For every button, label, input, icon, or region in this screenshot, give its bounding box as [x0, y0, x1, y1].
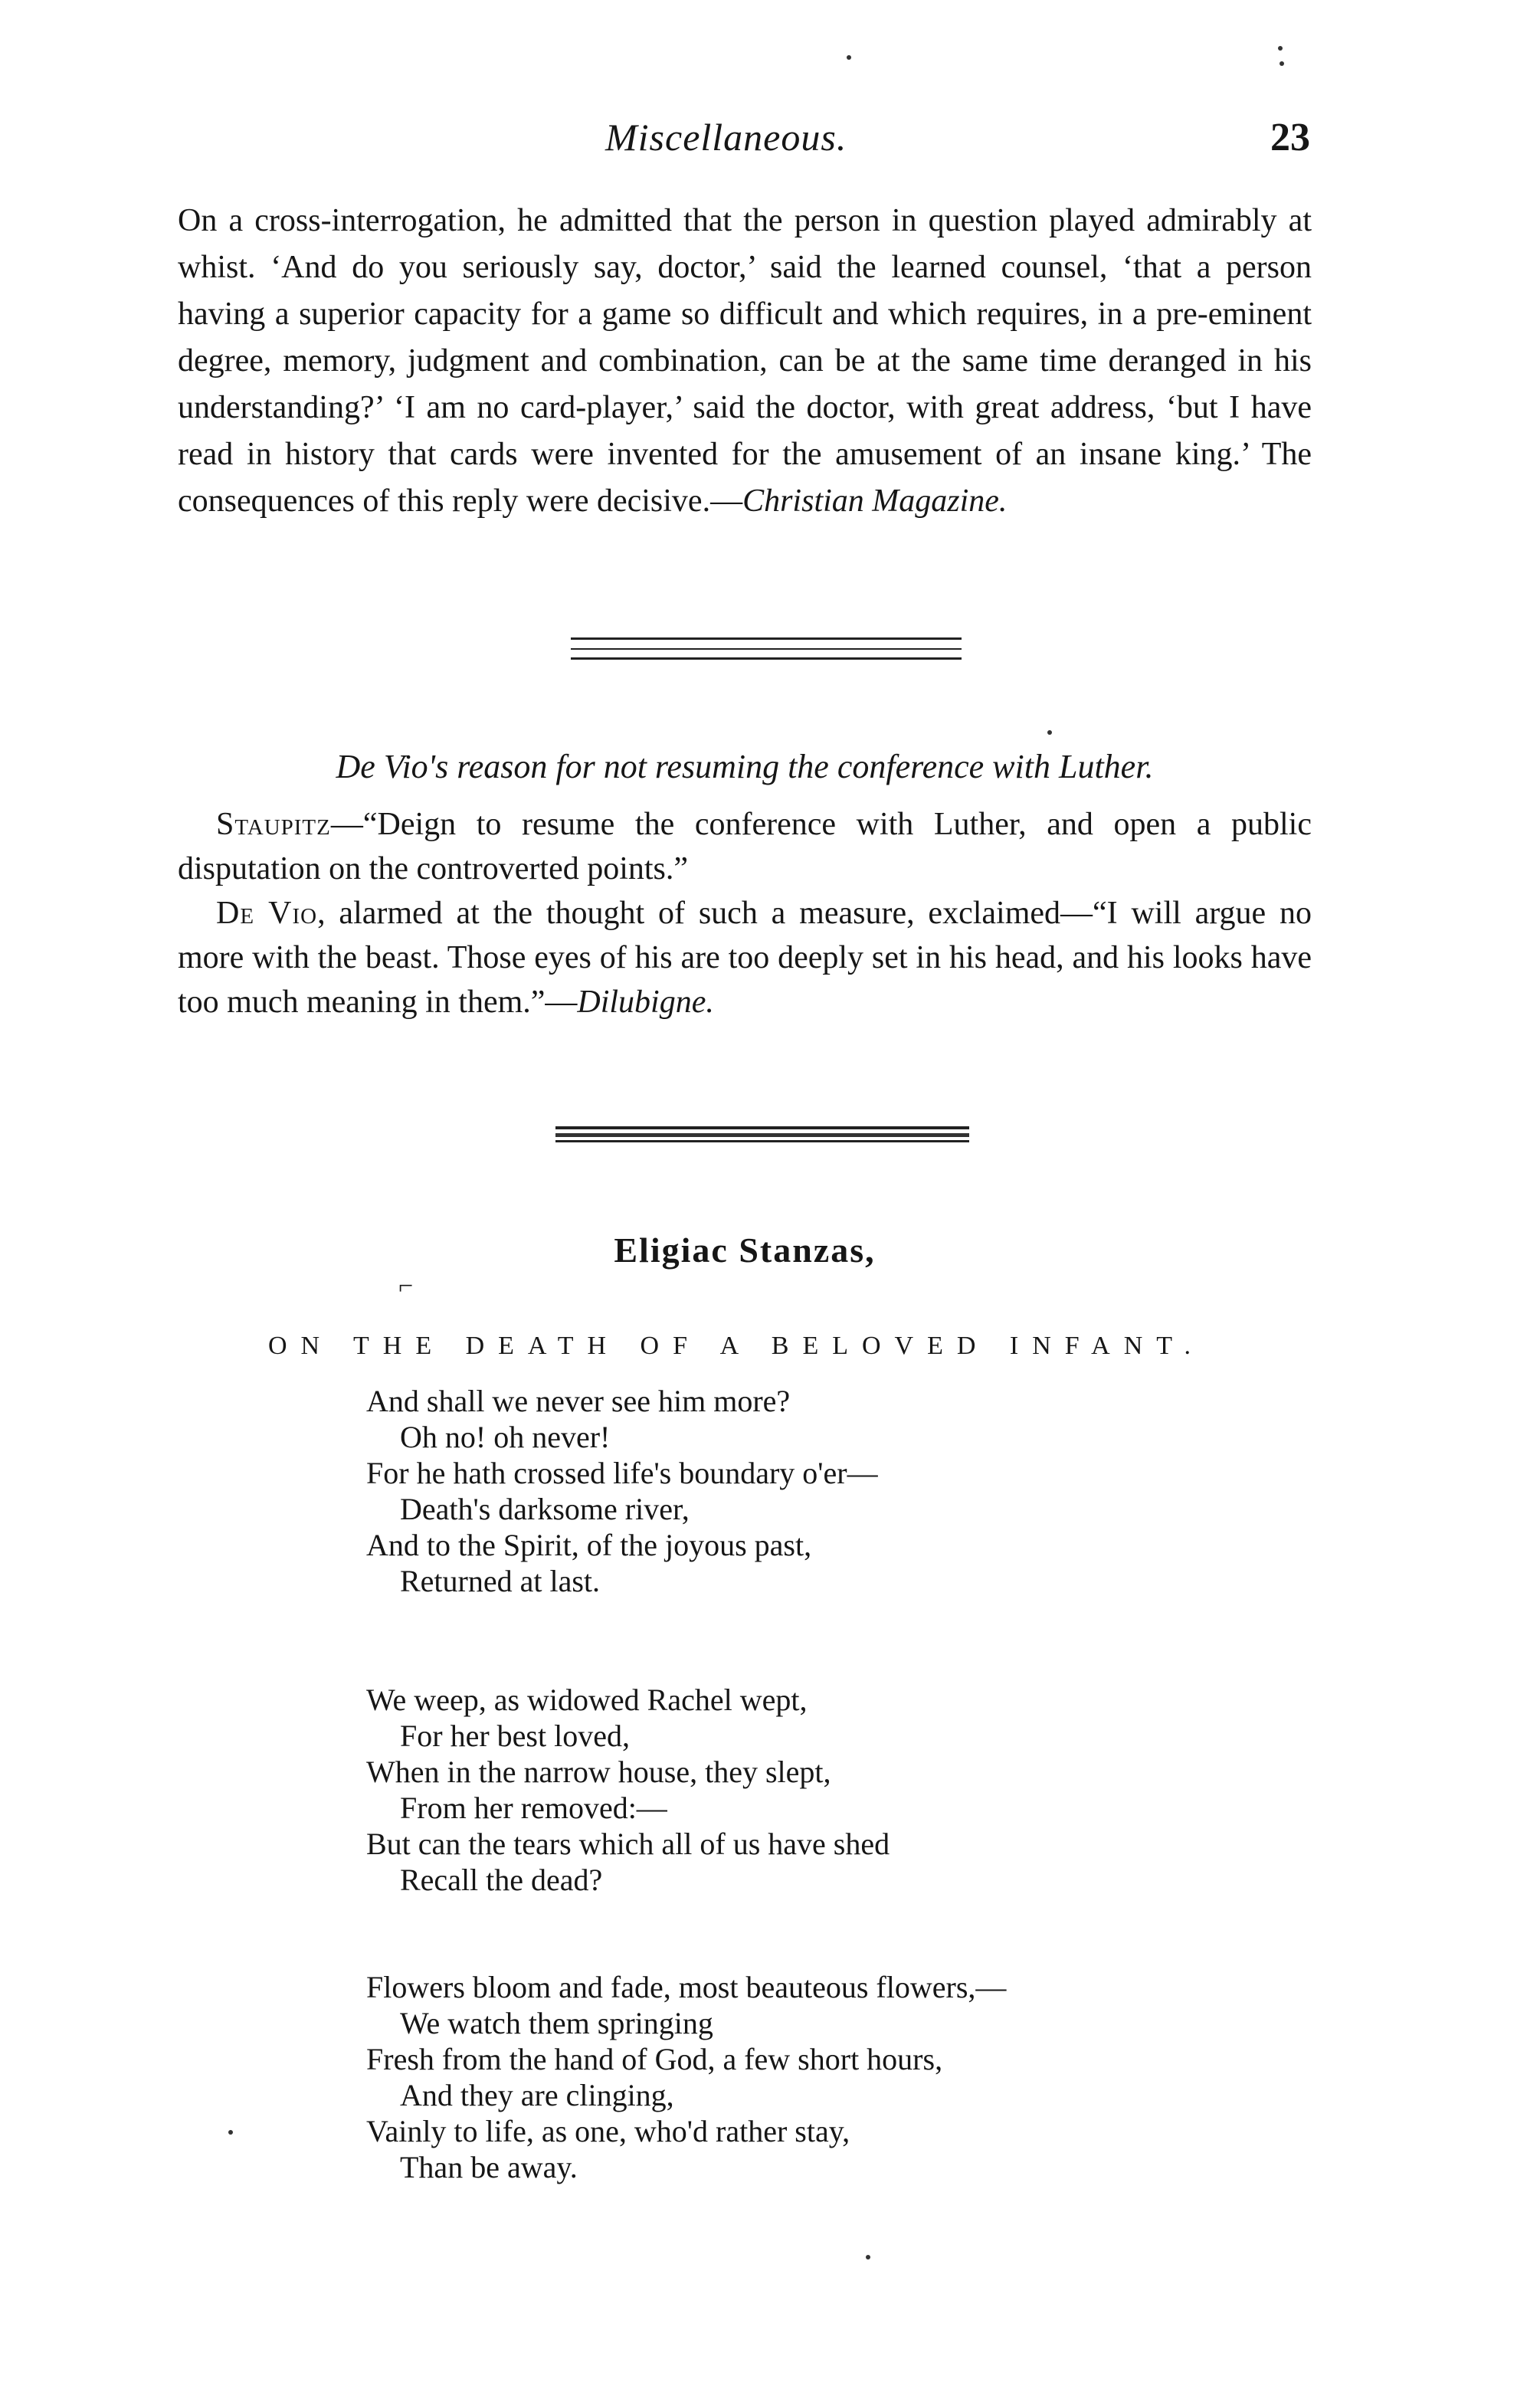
print-speck	[228, 2130, 233, 2135]
section-divider	[555, 1126, 969, 1143]
running-title: Miscellaneous.	[605, 116, 847, 159]
poem-stanza	[366, 1383, 1209, 1599]
verse-line: Returned at last.	[400, 1564, 601, 1598]
anecdote-paragraph	[178, 198, 1312, 525]
poem-subtitle: ON THE DEATH OF A BELOVED INFANT.	[268, 1332, 1205, 1360]
page-header	[176, 115, 1310, 169]
verse-line: Fresh from the hand of God, a few short hours,	[366, 2042, 943, 2076]
speech-text: —“Deign to resume the conference with Luther, and open a public disputation on the controverted points.”	[178, 807, 1312, 886]
print-speck	[847, 55, 851, 60]
poem-stanza	[366, 1969, 1209, 2185]
verse-line: And shall we never see him more?	[366, 1384, 791, 1418]
print-mark: ⌐	[398, 1272, 414, 1300]
verse-line: We weep, as widowed Rachel wept,	[366, 1683, 808, 1717]
poem-stanza	[366, 1682, 1209, 1898]
verse-line: We watch them springing	[400, 2006, 713, 2040]
verse-line: Death's darksome river,	[400, 1492, 690, 1526]
print-speck	[1280, 61, 1284, 66]
verse-line: And they are clinging,	[400, 2078, 674, 2112]
speaker-name: De Vio	[216, 896, 318, 931]
section-heading: De Vio's reason for not resuming the conference with Luther.	[336, 748, 1154, 785]
verse-line: But can the tears which all of us have shed	[366, 1827, 890, 1861]
page-number: 23	[1270, 116, 1310, 159]
verse-line: And to the Spirit, of the joyous past,	[366, 1528, 812, 1562]
verse-line: When in the narrow house, they slept,	[366, 1755, 831, 1789]
dialogue-paragraph	[178, 802, 1312, 891]
anecdote-source: Christian Magazine.	[742, 483, 1008, 519]
section-divider	[571, 637, 962, 660]
verse-line: For her best loved,	[400, 1719, 630, 1753]
verse-line: Recall the dead?	[400, 1863, 603, 1897]
print-speck	[866, 2255, 870, 2259]
print-speck	[1047, 730, 1052, 735]
dialogue-paragraph	[178, 891, 1312, 1024]
verse-line: Vainly to life, as one, who'd rather stay,	[366, 2114, 850, 2148]
verse-line: For he hath crossed life's boundary o'er—	[366, 1456, 878, 1490]
speaker-name: Staupitz	[216, 807, 331, 842]
verse-line: Oh no! oh never!	[400, 1420, 611, 1454]
print-speck	[1278, 46, 1283, 51]
dialogue-source: Dilubigne.	[577, 985, 714, 1020]
speech-text: , alarmed at the thought of such a measure, exclaimed—“I will argue no more with the beast. Those eyes of his are too deeply set in his head, and his looks have too much meaning in them.”—	[178, 896, 1312, 1020]
verse-line: Flowers bloom and fade, most beauteous flowers,—	[366, 1970, 1007, 2004]
poem-title: Eligiac Stanzas,	[614, 1230, 876, 1270]
verse-line: From her removed:—	[400, 1791, 667, 1825]
anecdote-text: On a cross-interrogation, he admitted that the person in question played admirably at whist. ‘And do you seriously say, doctor,’ said the learned counsel, ‘that a person having a superior capacity for a game so difficult and which requires, in a pre-eminent degree, memory, judgment and combination, can be at the same time deranged in his understanding?’ ‘I am no card-player,’ said the doctor, with great address, ‘but I have read in history that cards were invented for the amusement of an insane king.’ The consequences of this reply were decisive.—	[178, 203, 1312, 519]
verse-line: Than be away.	[400, 2150, 578, 2184]
